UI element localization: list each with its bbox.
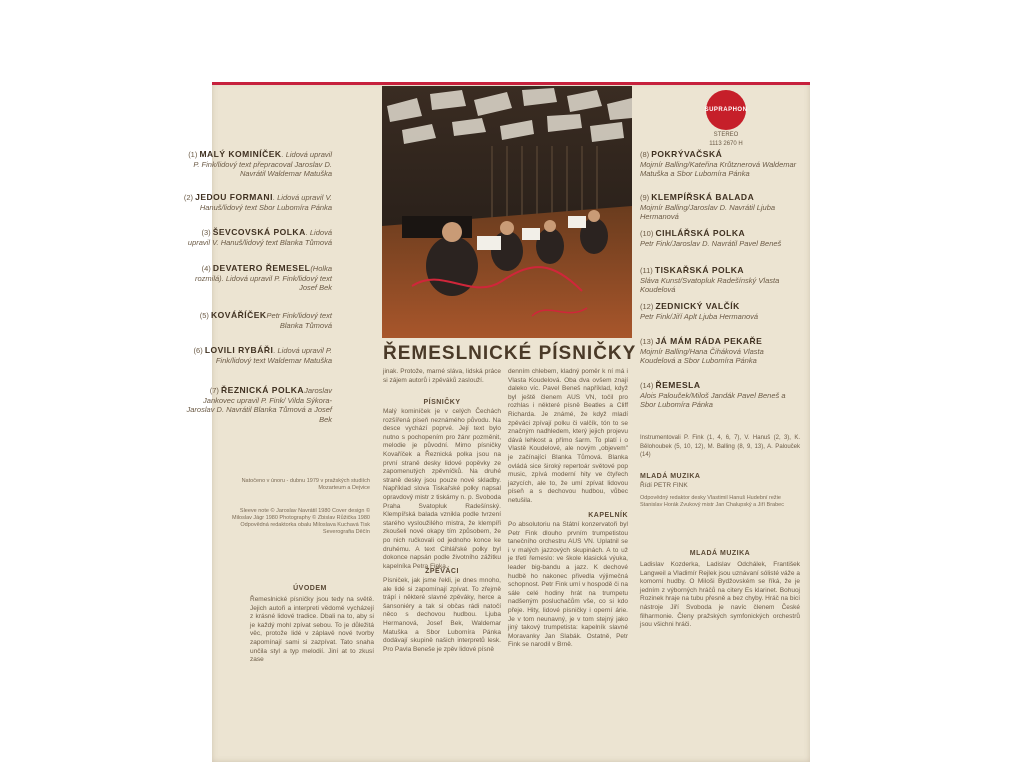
track-14: (14) ŘEMESLA Alois Palouček/Miloš Jandák Pavel Beneš a Sbor Lubomíra Pánka <box>640 380 786 409</box>
band-heading: MLADÁ MUZIKA <box>640 473 701 480</box>
text-col2-top: jinak. Protože, marné sláva, lidská práce si zájem autorů i zpěváků zaslouží. <box>383 368 501 384</box>
track-10: (10) CIHLÁŘSKÁ POLKA Petr Fink/Jaroslav D. Navrátil Pavel Beneš <box>640 228 782 248</box>
heading-kapelnik: KAPELNÍK <box>588 512 628 519</box>
track-13: (13) JÁ MÁM RÁDA PEKAŘE Mojmír Balling/Hana Čiháková Vlasta Koudelová a Sbor Lubomíra Pánka <box>640 336 764 365</box>
heading-zpevaci: ZPĚVÁCI <box>425 568 459 575</box>
heading-uvodem: ÚVODEM <box>293 585 327 592</box>
track-6: (6) LOVILI RYBÁŘI. Lidová upravil P. Fink/lidový text Waldemar Matuška <box>193 345 332 365</box>
top-edge-strip <box>212 82 810 85</box>
text-zpevaci: Písniček, jak jsme řekli, je dnes mnoho, ale lidé si zapomínají zpívat. To zřejmě trápí i některé slavné zpěváky, herce a šansoniéry a tak si občas rádi natočí něco s dechovou hudbou. Ljuba Hermanová, Josef Bek, Waldemar Matuška a Sbor Lubomíra Pánka dodávají skupině našich interpretů lesk. Pro Pavla Beneše je zpěv lidové písně <box>383 577 501 653</box>
track-8: (8) POKRÝVAČSKÁ Mojmír Balling/Kateřina Krůtznerová Waldemar Matuška a Sbor Lubomíra Pánka <box>640 149 797 178</box>
logo-catalog: 1113 2670 H <box>709 141 743 147</box>
text-col3-top: denním chlebem, kladný poměr k ní má i Vlasta Koudelová. Oba dva ovšem znají daleko víc. Pavel Beneš například, když byl ještě členem AUS VN, točil pro rozhlas i některé písně Beatles a Cliff Richarda. Je známé, že když mladí zpěváci zpívají polku či valčík, tón to se značným nadhledem, který jejich projevu dává lehkost a přímo šarm. To platí i o Vlastě Koudelové, ale novým „objevem" je začínající Blanka Tůmová. Blanka ovládá sice široký repertoár světové pop music, zpívá moderní hity ve čtyřech jazycích, ale to, že umí zpívat lidovou píseň a s dechovou hudbou, vůbec netušila. <box>508 368 628 504</box>
heading-pisnicky: PÍSNIČKY <box>423 399 461 406</box>
recording-note: Natočeno v únoru - dubnu 1979 v pražských studiích Mozarteum a Dejvice <box>241 478 370 491</box>
logo-badge: SUPRAPHON <box>706 90 746 130</box>
band-leader: Řídí PETR FINK <box>640 482 688 489</box>
text-uvodem: Řemeslnické písničky jsou tedy na světě. Jejich autoři a interpreti vědomě vycházejí z krásné lidové tradice. Dbali na to, aby si je každý mohl zpívat sebou. To je důležitá věc, protože lidé v záplavě nové tvorby zapomínají sami si zazpívat. Tato snaha unčila styl a typ melodií. Jiní at to zkusí zase <box>250 596 374 664</box>
track-4: (4) DEVATERO ŘEMESEL(Holka rozmilá). Lidová upravil P. Fink/lidový text Josef Bek <box>195 263 332 292</box>
album-title: ŘEMESLNICKÉ PÍSNIČKY <box>383 343 637 364</box>
track-3: (3) ŠEVCOVSKÁ POLKA. Lidová upravil V. Hanuš/lidový text Blanka Tůmová <box>187 227 332 247</box>
heading-mlada-muzika: MLADÁ MUZIKA <box>689 550 751 557</box>
track-7: (7) ŘEZNICKÁ POLKAJaroslav Jankovec upravil P. Fink/ Vilda Sýkora-Jaroslav D. Navrátil Blanka Tůmová a Josef Bek <box>186 385 332 424</box>
track-2: (2) JEDOU FORMANI. Lidová upravil V. Hanuš/lidový text Sbor Lubomíra Pánka <box>183 192 332 212</box>
track-11: (11) TISKAŘSKÁ POLKA Sláva Kunst/Svatopluk Radešínský Vlasta Koudelová <box>640 265 780 294</box>
track-1: (1) MALÝ KOMINÍČEK. Lidová upravil P. Fink/lidový text přepracoval Jaroslav D. Navrátil Waldemar Matuška <box>188 149 332 178</box>
supraphon-logo <box>696 90 756 148</box>
logo-stereo: STEREO <box>713 132 739 138</box>
sleeve-credits: Sleeve note © Jaroslav Navrátil 1980 Cover design © Miloslav Jágr 1980 Photography © Zbislav Růžička 1980 Odpovědná redaktorka obalu Miloslava Kuchavá Tisk Severografia Děčín <box>232 508 370 535</box>
studio-photo <box>382 86 632 338</box>
track-5: (5) KOVÁŘÍČEKPetr Fink/lidový text Blanka Tůmová <box>199 310 332 330</box>
text-pisnicky: Malý kominíček je v celých Čechách rozšířená píseň neznámého původu. Na desce vychází poprvé. Její text bylo nutno s pochopením pro žánr pozměnit, melodie je původní. Mimo písničky Kovaříček a Řeznická polka jsou na první straně desky lidové popěvky ze zapomenutých zpěvníčků. Na druhé straně desky jsou pouze nové skladby. Například slova Tiskařské polky napsal opravdový mistr z tiskárny n. p. Svoboda Praha Svatopluk Radešínský. Klempířská balada vznikla podle tvrzení starého vysloužilého mistra, že klempíři zkoušeli nové okapy tím způsobem, že po nich ručkovali od jednoho konce ke druhému. A text Cihlářské polky byl dokonce napsán podle životního zážitku kapelníka Petra Finka. <box>383 408 501 570</box>
track-12: (12) ZEDNICKÝ VALČÍK Petr Fink/Jiří Aplt Ljuba Hermanová <box>640 301 759 321</box>
text-mlada-muzika: Ladislav Kozderka, Ladislav Odchálek, František Langweil a Vladimír Rejlek jsou uznávaní sólisté váže a komorní hudby. O Miloši Bydžovském se říká, že je jedním z výborných hráčů na citery Es klarinet. Bohuoj Rozinek hraje na tubu přesně a bez chyby. Hráč na bicí nástroje Jiří Svoboda je navíc členem České filharmonie. Členy pražských symfonických orchestrů jsou všichni hráči. <box>640 561 800 629</box>
track-9: (9) KLEMPÍŘSKÁ BALADA Mojmír Balling/Jaroslav D. Navrátil Ljuba Hermanová <box>640 192 776 221</box>
production-credits: Odpovědný redaktor desky Vlastimil Hanuš Hudební režie Stanislav Horák Zvukový mistr Jan Chalupský a Jiří Brabec <box>640 495 784 508</box>
instrumentation-credits: Instrumentovali P. Fink (1, 4, 6, 7), V. Hanuš (2, 3), K. Bělohoubek (5, 10, 12), M. Balling (8, 9, 13), A. Palouček (14) <box>640 435 800 459</box>
text-kapelnik: Po absolutoriu na Státní konzervatoři byl Petr Fink dlouho prvním trumpetistou tanečního orchestru AUS VN. Uplatnil se i v malých jazzových skupinách. A to už je třetí řemeslo: ve škole klasická výuka, leader big-bandu a jazz. K dechové hudbě ho nakonec přivedla výjimečná schopnost. Petr Fink umí v hospodě či na sále celé hodiny hrát na trumpetu nadšeným posluchačům vše, co si kdo přeje. Hity, lidové písničky i operní árie. Je v tom neunavný, je v tom stejný jako jiný takový trumpetista: kapelník slavné Moravanky Jan Slabák. Ostatně, Petr Fink se narodil v Brně. <box>508 521 628 649</box>
